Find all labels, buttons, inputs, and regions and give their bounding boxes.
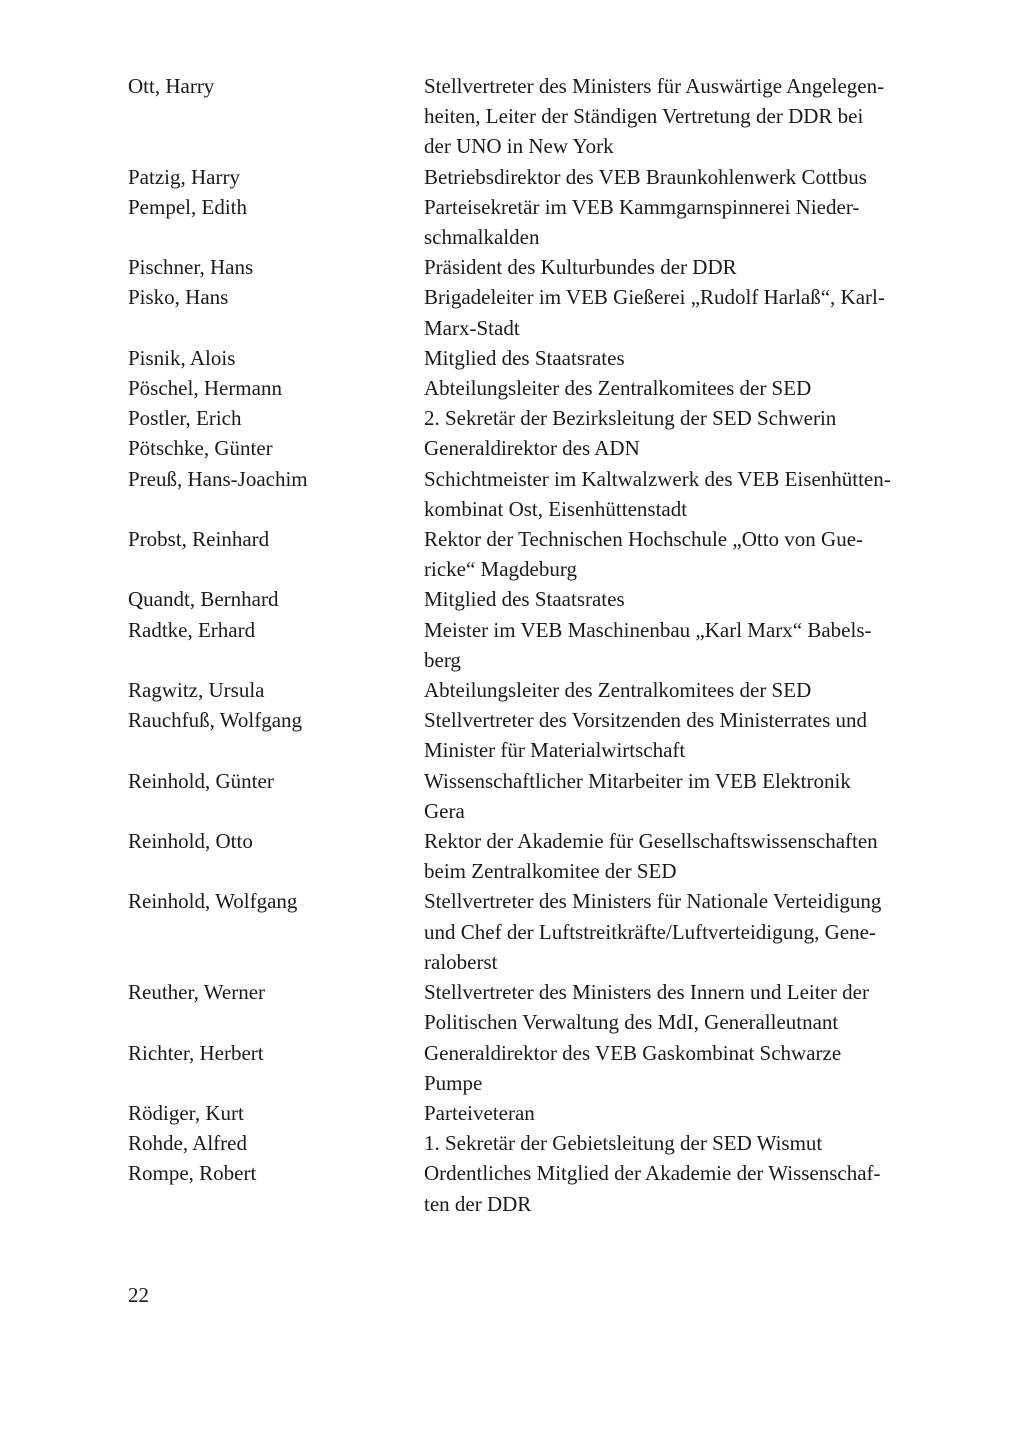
role-line: ricke“ Magdeburg xyxy=(424,557,577,582)
role-line: 2. Sekretär der Bezirksleitung der SED Schwerin xyxy=(424,406,837,431)
role-line: schmalkalden xyxy=(424,225,540,250)
role-line: heiten, Leiter der Ständigen Vertretung der DDR bei xyxy=(424,104,864,129)
person-name: Postler, Erich xyxy=(128,406,242,431)
role-line: Parteiveteran xyxy=(424,1100,535,1125)
role-line: Ordentliches Mitglied der Akademie der Wissenschaf- xyxy=(424,1161,881,1186)
role-line: 1. Sekretär der Gebietsleitung der SED Wismut xyxy=(424,1131,823,1156)
role-line: Stellvertreter des Ministers für Auswärtige Angelegen- xyxy=(424,74,885,98)
person-role xyxy=(424,675,949,705)
list-item xyxy=(128,403,958,433)
role-line: Stellvertreter des Ministers des Innern und Leiter der xyxy=(424,980,869,1005)
person-role xyxy=(424,192,949,252)
list-item xyxy=(128,71,958,162)
list-item xyxy=(128,1158,958,1218)
member-list xyxy=(128,71,958,1219)
person-name: Pötschke, Günter xyxy=(128,436,273,461)
list-item xyxy=(128,373,958,403)
list-item xyxy=(128,615,958,675)
list-item xyxy=(128,977,958,1037)
person-name: Rompe, Robert xyxy=(128,1161,257,1186)
list-item xyxy=(128,464,958,524)
person-role xyxy=(424,282,949,342)
role-line: Brigadeleiter im VEB Gießerei „Rudolf Harlaß“, Karl- xyxy=(424,285,885,310)
person-name: Patzig, Harry xyxy=(128,164,240,189)
person-role xyxy=(424,1128,949,1158)
person-role xyxy=(424,373,949,403)
person-role xyxy=(424,584,949,614)
person-role xyxy=(424,615,949,675)
role-line: Mitglied des Staatsrates xyxy=(424,587,625,612)
person-name: Pempel, Edith xyxy=(128,194,247,219)
list-item xyxy=(128,584,958,614)
role-line: Schichtmeister im Kaltwalzwerk des VEB Eisenhütten- xyxy=(424,466,891,491)
person-name: Reinhold, Otto xyxy=(128,829,253,854)
person-role xyxy=(424,433,949,463)
person-role xyxy=(424,464,949,524)
person-role xyxy=(424,705,949,765)
role-line: beim Zentralkomitee der SED xyxy=(424,859,677,884)
role-line: Mitglied des Staatsrates xyxy=(424,345,625,370)
person-role xyxy=(424,162,949,192)
person-name: Pischner, Hans xyxy=(128,255,254,280)
list-item xyxy=(128,886,958,977)
role-line: Gera xyxy=(424,798,465,823)
list-item xyxy=(128,252,958,282)
person-name: Pisnik, Alois xyxy=(128,345,236,370)
person-name: Reuther, Werner xyxy=(128,980,266,1005)
role-line: Abteilungsleiter des Zentralkomitees der SED xyxy=(424,678,812,703)
role-line: Präsident des Kulturbundes der DDR xyxy=(424,255,737,280)
role-line: Generaldirektor des VEB Gaskombinat Schwarze xyxy=(424,1040,842,1065)
person-name: Radtke, Erhard xyxy=(128,617,256,642)
role-line: Minister für Materialwirtschaft xyxy=(424,738,686,763)
list-item xyxy=(128,705,958,765)
person-role xyxy=(424,403,949,433)
role-line: raloberst xyxy=(424,949,498,974)
person-name: Richter, Herbert xyxy=(128,1040,264,1065)
list-item xyxy=(128,343,958,373)
person-role xyxy=(424,766,949,826)
list-item xyxy=(128,282,958,342)
role-line: Wissenschaftlicher Mitarbeiter im VEB Elektronik xyxy=(424,768,851,793)
role-line: Stellvertreter des Vorsitzenden des Ministerrates und xyxy=(424,708,868,733)
role-line: Abteilungsleiter des Zentralkomitees der SED xyxy=(424,376,812,401)
person-name: Ragwitz, Ursula xyxy=(128,678,265,703)
person-role xyxy=(424,343,949,373)
list-item xyxy=(128,675,958,705)
list-item xyxy=(128,826,958,886)
list-item xyxy=(128,766,958,826)
person-role xyxy=(424,1098,949,1128)
person-role xyxy=(424,71,949,162)
page-number: 22 xyxy=(128,1283,149,1307)
role-line: und Chef der Luftstreitkräfte/Luftverteidigung, Gene- xyxy=(424,919,876,944)
list-item xyxy=(128,162,958,192)
person-role xyxy=(424,826,949,886)
role-line: ten der DDR xyxy=(424,1191,532,1216)
list-item xyxy=(128,1098,958,1128)
role-line: Betriebsdirektor des VEB Braunkohlenwerk Cottbus xyxy=(424,164,867,189)
person-role xyxy=(424,252,949,282)
person-role xyxy=(424,977,949,1037)
role-line: Rektor der Akademie für Gesellschaftswissenschaften xyxy=(424,829,878,854)
role-line: Marx-Stadt xyxy=(424,315,520,340)
person-name: Ott, Harry xyxy=(128,74,215,98)
role-line: berg xyxy=(424,647,461,672)
person-role xyxy=(424,1158,949,1218)
list-item xyxy=(128,1128,958,1158)
list-item xyxy=(128,1038,958,1098)
role-line: Politischen Verwaltung des MdI, Generalleutnant xyxy=(424,1010,839,1035)
role-line: kombinat Ost, Eisenhüttenstadt xyxy=(424,496,688,521)
person-role xyxy=(424,1038,949,1098)
list-item xyxy=(128,524,958,584)
person-name: Rauchfuß, Wolfgang xyxy=(128,708,303,733)
person-name: Rohde, Alfred xyxy=(128,1131,247,1156)
role-line: Parteisekretär im VEB Kammgarnspinnerei Nieder- xyxy=(424,194,860,219)
role-line: Meister im VEB Maschinenbau „Karl Marx“ Babels- xyxy=(424,617,872,642)
person-name: Pisko, Hans xyxy=(128,285,229,310)
list-item xyxy=(128,192,958,252)
person-name: Probst, Reinhard xyxy=(128,527,270,552)
person-role xyxy=(424,886,949,977)
person-name: Pöschel, Hermann xyxy=(128,376,282,401)
person-role xyxy=(424,524,949,584)
role-line: der UNO in New York xyxy=(424,134,614,159)
role-line: Generaldirektor des ADN xyxy=(424,436,640,461)
role-line: Pumpe xyxy=(424,1070,483,1095)
person-name: Reinhold, Wolfgang xyxy=(128,889,298,914)
role-line: Rektor der Technischen Hochschule „Otto von Gue- xyxy=(424,527,864,552)
person-name: Rödiger, Kurt xyxy=(128,1100,244,1125)
person-name: Reinhold, Günter xyxy=(128,768,274,793)
person-name: Preuß, Hans-Joachim xyxy=(128,466,308,491)
person-name: Quandt, Bernhard xyxy=(128,587,279,612)
list-item xyxy=(128,433,958,463)
role-line: Stellvertreter des Ministers für Nationale Verteidigung xyxy=(424,889,882,914)
